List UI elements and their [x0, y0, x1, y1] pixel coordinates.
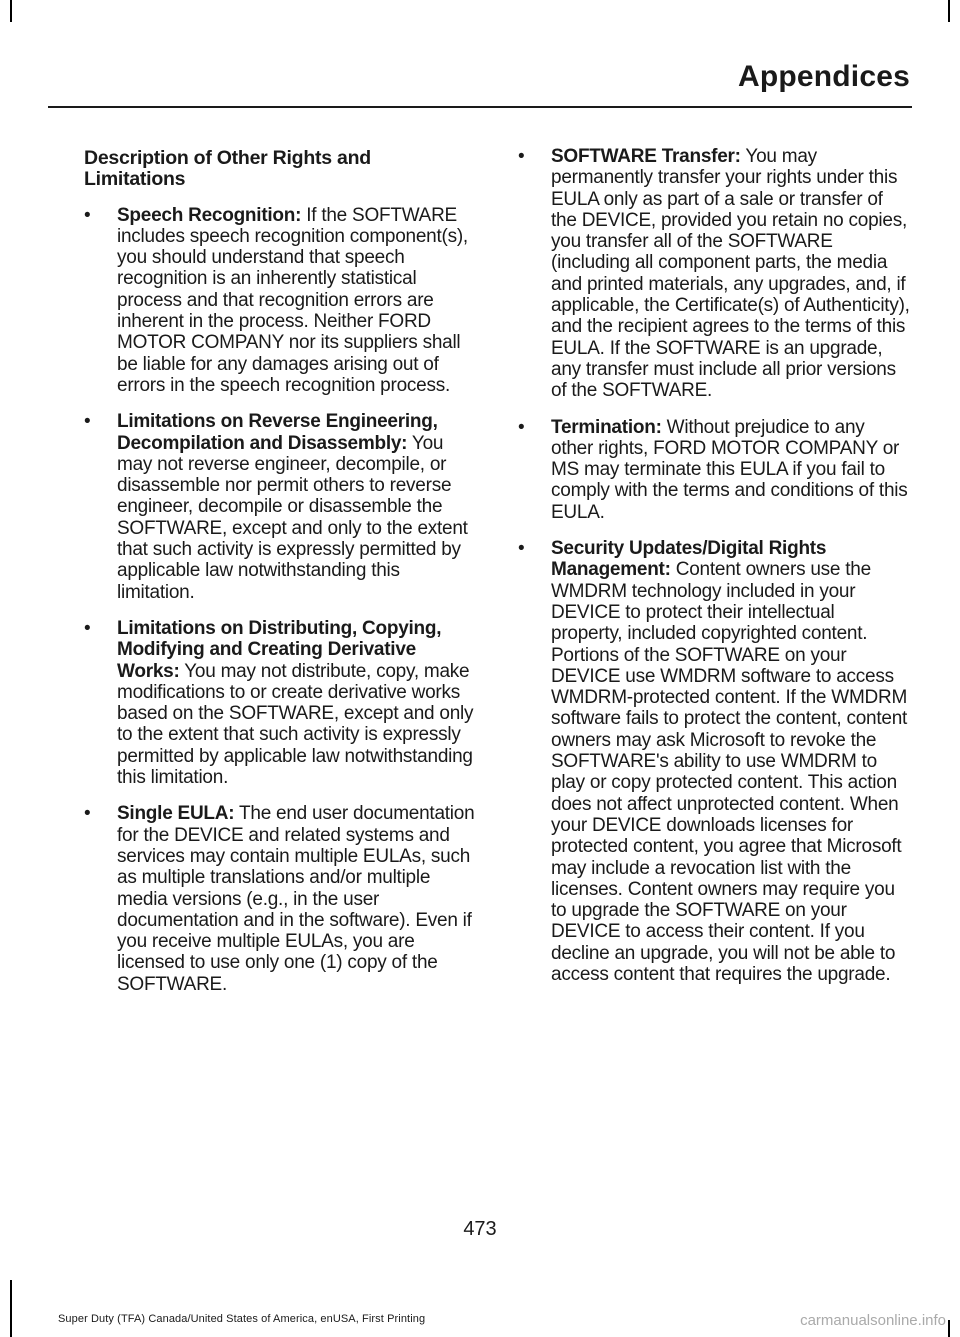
- bullet-icon: •: [84, 803, 91, 825]
- footer-text: Super Duty (TFA) Canada/United States of America, enUSA, First Printing: [58, 1313, 426, 1325]
- list-item-single-eula: [84, 803, 476, 995]
- left-column: [84, 146, 476, 1010]
- list-item-software-transfer: [518, 146, 910, 402]
- item-text: You may permanently transfer your rights under this EULA only as part of a sale or transfer of the DEVICE, provided you retain no copies, you transfer all of the SOFTWARE (including all component parts, the media and printed materials, any upgrades, and, if applicable, the Certificate(s) of Authenticity), and the recipient agrees to the terms of this EULA. If the SOFTWARE is an upgrade, any transfer must include all prior versions of the SOFTWARE.: [551, 146, 910, 402]
- left-item-list: [84, 205, 476, 995]
- bullet-icon: •: [84, 204, 91, 226]
- watermark-text: carmanualsonline.info: [800, 1312, 946, 1329]
- list-item-termination: [518, 417, 910, 523]
- item-term: Limitations on Reverse Engineering, Decompilation and Disassembly:: [117, 411, 438, 454]
- item-term: Speech Recognition:: [117, 204, 302, 226]
- item-term: SOFTWARE Transfer:: [551, 146, 741, 167]
- bullet-icon: •: [518, 538, 525, 560]
- crop-mark-top-left: [10, 0, 12, 22]
- item-term: Termination:: [551, 416, 662, 438]
- page-header-title: Appendices: [737, 60, 910, 93]
- list-item-security-updates: [518, 538, 910, 985]
- crop-mark-bottom-right: [948, 1320, 950, 1337]
- section-title: Description of Other Rights and Limitations: [84, 147, 371, 191]
- item-text: You may not reverse engineer, decompile, or disassemble nor permit others to reverse engineer, decompile or disassemble the SOFTWARE, except and only to the extent that such activity is expressly permitted by applicable law notwithstanding this limitation.: [117, 432, 468, 603]
- page-number: 473: [463, 1218, 497, 1240]
- bullet-icon: •: [84, 617, 91, 639]
- list-item-reverse-engineering: [84, 411, 476, 603]
- header-divider: [48, 106, 912, 108]
- item-term: Security Updates/Digital Rights Management:: [551, 538, 827, 581]
- item-text: The end user documentation for the DEVICE and related systems and services may contain multiple EULAs, such as multiple translations and/or multiple media versions (e.g., in the user documentation and in the software). Even if you receive multiple EULAs, you are licensed to use only one (1) copy of the SOFTWARE.: [117, 803, 475, 995]
- item-term: Limitations on Distributing, Copying, Modifying and Creating Derivative Works:: [117, 617, 442, 682]
- item-term: Single EULA:: [117, 803, 235, 825]
- item-text: If the SOFTWARE includes speech recognition component(s), you should understand that speech recognition is an inherently statistical process and that recognition errors are inherent in the process. Neither FORD MOTOR COMPANY nor its suppliers shall be liable for any damages arising out of errors in the speech recognition process.: [117, 204, 468, 396]
- list-item-speech-recognition: [84, 205, 476, 397]
- bullet-icon: •: [518, 416, 525, 438]
- list-item-distributing: [84, 618, 476, 788]
- bullet-icon: •: [84, 411, 91, 433]
- right-column: [518, 146, 910, 1000]
- item-text: Without prejudice to any other rights, FORD MOTOR COMPANY or MS may terminate this EULA if you fail to comply with the terms and conditions of this EULA.: [551, 416, 908, 523]
- bullet-icon: •: [518, 146, 525, 167]
- crop-mark-top-right: [948, 0, 950, 22]
- right-item-list: [518, 146, 910, 985]
- crop-mark-bottom-left: [10, 1280, 12, 1337]
- item-text: You may not distribute, copy, make modifications to or create derivative works based on the SOFTWARE, except and only to the extent that such activity is expressly permitted by applicable law notwithstanding this limitation.: [117, 660, 474, 789]
- item-text: Content owners use the WMDRM technology included in your DEVICE to protect their intellectual property, included copyrighted content. Portions of the SOFTWARE on your DEVICE use WMDRM software to access WMDRM-protected content. If the WMDRM software fails to protect the content, content owners may ask Microsoft to revoke the SOFTWARE's ability to use WMDRM to play or copy protected content. This action does not affect unprotected content. When your DEVICE downloads licenses for protected content, you agree that Microsoft may include a revocation list with the licenses. Content owners may require you to upgrade the SOFTWARE on your DEVICE to access their content. If you decline an upgrade, you will not be able to access content that requires the upgrade.: [551, 559, 908, 985]
